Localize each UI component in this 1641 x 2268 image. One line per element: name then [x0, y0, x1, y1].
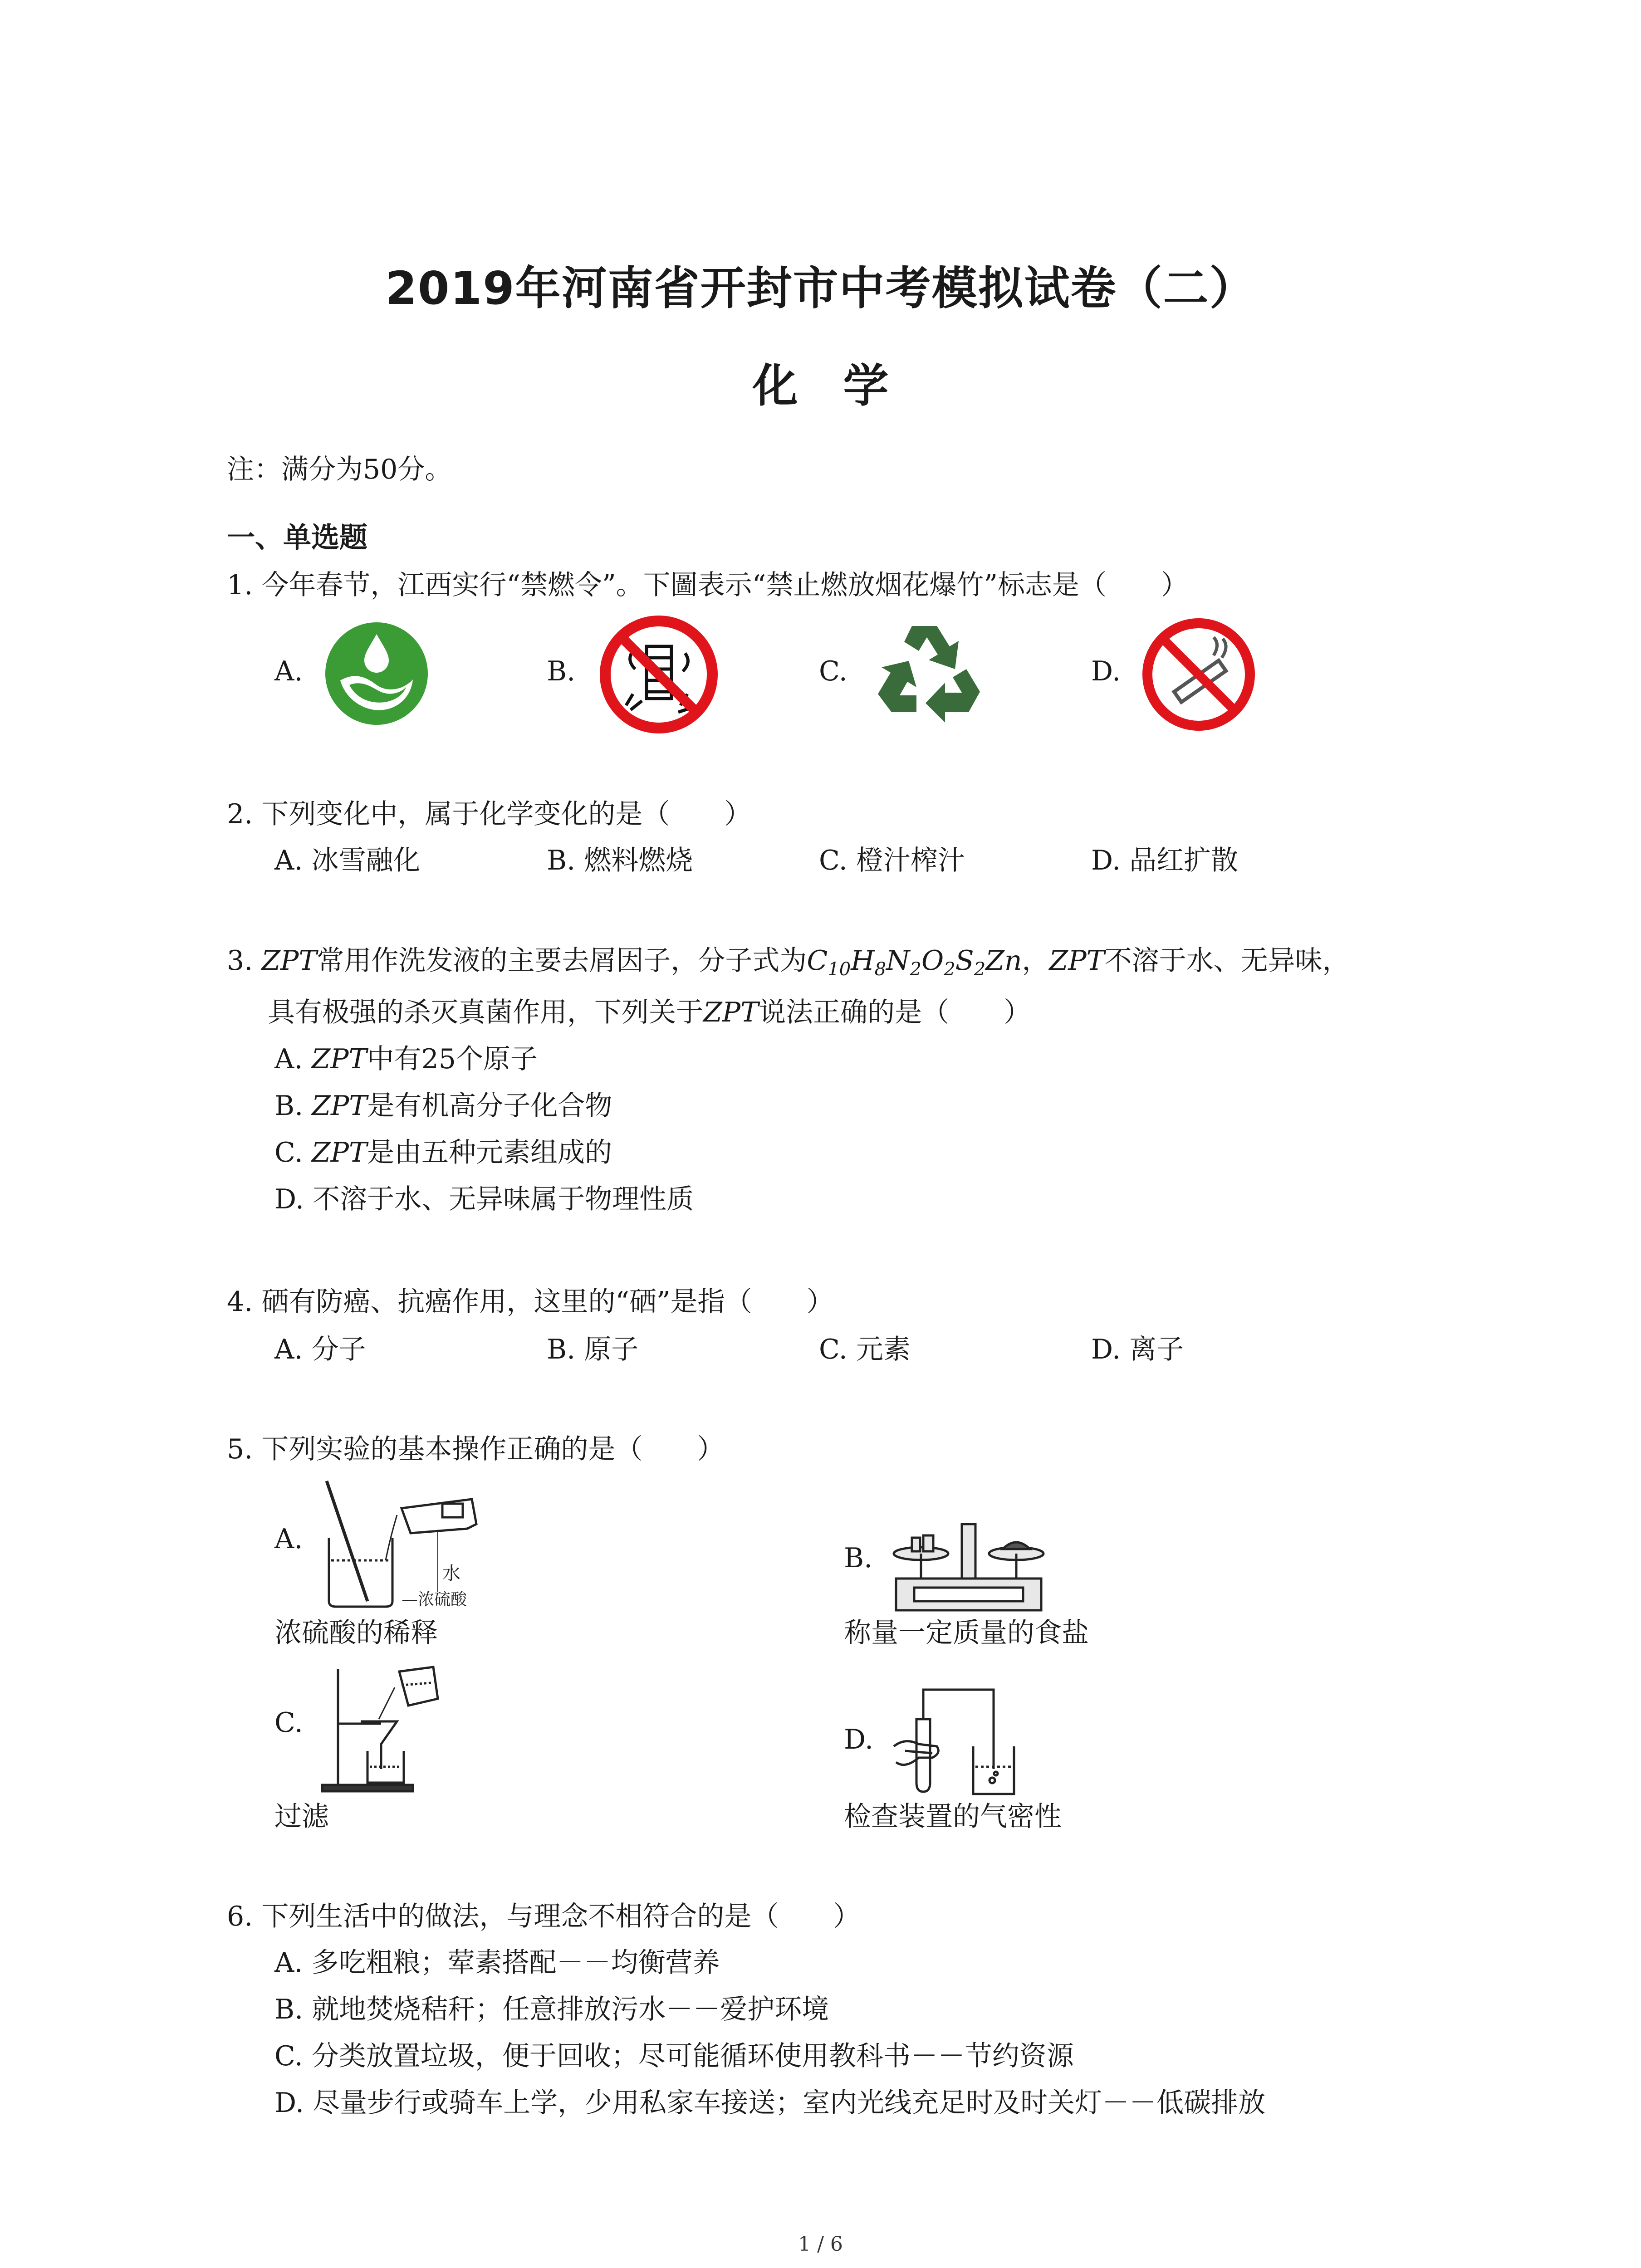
q5-option-a-caption: 浓硫酸的稀释	[274, 1617, 438, 1649]
q1-option-d: D.	[1091, 655, 1121, 687]
q1-stem: 1. 今年春节，江西实行“禁燃令”。下圖表示“禁止燃放烟花爆竹”标志是（ ）	[227, 569, 1189, 601]
q4-stem: 4. 硒有防癌、抗癌作用，这里的“硒”是指（ ）	[227, 1286, 834, 1318]
q3-stem-line2: 具有极强的杀灭真菌作用，下列关于ZPT说法正确的是（ ）	[268, 997, 1031, 1028]
q6-option-a: A. 多吃粗粮；荤素搭配－－均衡营养	[274, 1947, 720, 1979]
q6-option-d: D. 尽量步行或骑车上学，少用私家车接送；室内光线充足时及时关灯－－低碳排放	[274, 2087, 1266, 2119]
section-heading: 一、单选题	[227, 521, 368, 554]
balance-diagram	[887, 1510, 1050, 1619]
q5-option-c-caption: 过滤	[274, 1801, 329, 1833]
q2-option-c: C. 橙汁榨汁	[819, 845, 965, 876]
q6-stem: 6. 下列生活中的做法，与理念不相符合的是（ ）	[227, 1901, 861, 1932]
page-title: 2019年河南省开封市中考模拟试卷（二）	[385, 262, 1256, 315]
q5-option-d-letter: D.	[844, 1724, 874, 1755]
recycle-icon	[869, 615, 987, 733]
q2-option-a: A. 冰雪融化	[274, 845, 421, 876]
filtration-diagram	[318, 1660, 467, 1796]
dilution-diagram	[318, 1479, 508, 1610]
water-saving-icon	[324, 621, 429, 726]
q5-option-b-caption: 称量一定质量的食盐	[844, 1617, 1089, 1649]
q5-option-d-caption: 检查装置的气密性	[844, 1801, 1062, 1833]
q3-option-d: D. 不溶于水、无异味属于物理性质	[274, 1183, 694, 1215]
subject-title: 化 学	[752, 359, 889, 412]
airtightness-diagram	[887, 1678, 1037, 1801]
q5-option-a-letter: A.	[274, 1523, 303, 1555]
q3-option-a: A. ZPT中有25个原子	[274, 1043, 538, 1075]
q5-stem: 5. 下列实验的基本操作正确的是（ ）	[227, 1433, 725, 1465]
q4-option-c: C. 元素	[819, 1334, 911, 1365]
q3-stem-line1: 3. ZPT常用作洗发液的主要去屑因子，分子式为$C_{10}H_8N_2O_2S_2Zn$，ZPT不溶于水、无异味，	[227, 945, 1350, 980]
no-smoking-icon	[1141, 617, 1257, 733]
page-number: 1 / 6	[798, 2233, 843, 2256]
q2-stem: 2. 下列变化中，属于化学变化的是（ ）	[227, 798, 752, 830]
score-note: 注：满分为50分。	[227, 454, 452, 485]
q1-option-c: C.	[819, 655, 847, 687]
water-label: 水	[442, 1563, 460, 1584]
q5-option-c-letter: C.	[274, 1707, 303, 1739]
q5-option-b-letter: B.	[844, 1542, 873, 1574]
molecular-formula: $C_{10}H_8N_2O_2S_2Zn$	[807, 945, 1022, 980]
q6-option-c: C. 分类放置垃圾，便于回收；尽可能循环使用教科书－－节约资源	[274, 2040, 1074, 2072]
q4-option-a: A. 分子	[274, 1334, 366, 1365]
q3-option-c: C. ZPT是由五种元素组成的	[274, 1137, 612, 1168]
acid-label: —浓硫酸	[402, 1590, 467, 1609]
q1-option-b: B.	[547, 655, 576, 687]
q4-option-d: D. 离子	[1091, 1334, 1184, 1365]
q2-option-b: B. 燃料燃烧	[547, 845, 693, 876]
q3-option-b: B. ZPT是有机高分子化合物	[274, 1090, 612, 1122]
no-fireworks-icon	[599, 615, 719, 735]
q6-option-b: B. 就地焚烧秸秆；任意排放污水－－爱护环境	[274, 1994, 829, 2025]
q1-option-a: A.	[274, 655, 303, 687]
q4-option-b: B. 原子	[547, 1334, 639, 1365]
q2-option-d: D. 品红扩散	[1091, 845, 1239, 876]
